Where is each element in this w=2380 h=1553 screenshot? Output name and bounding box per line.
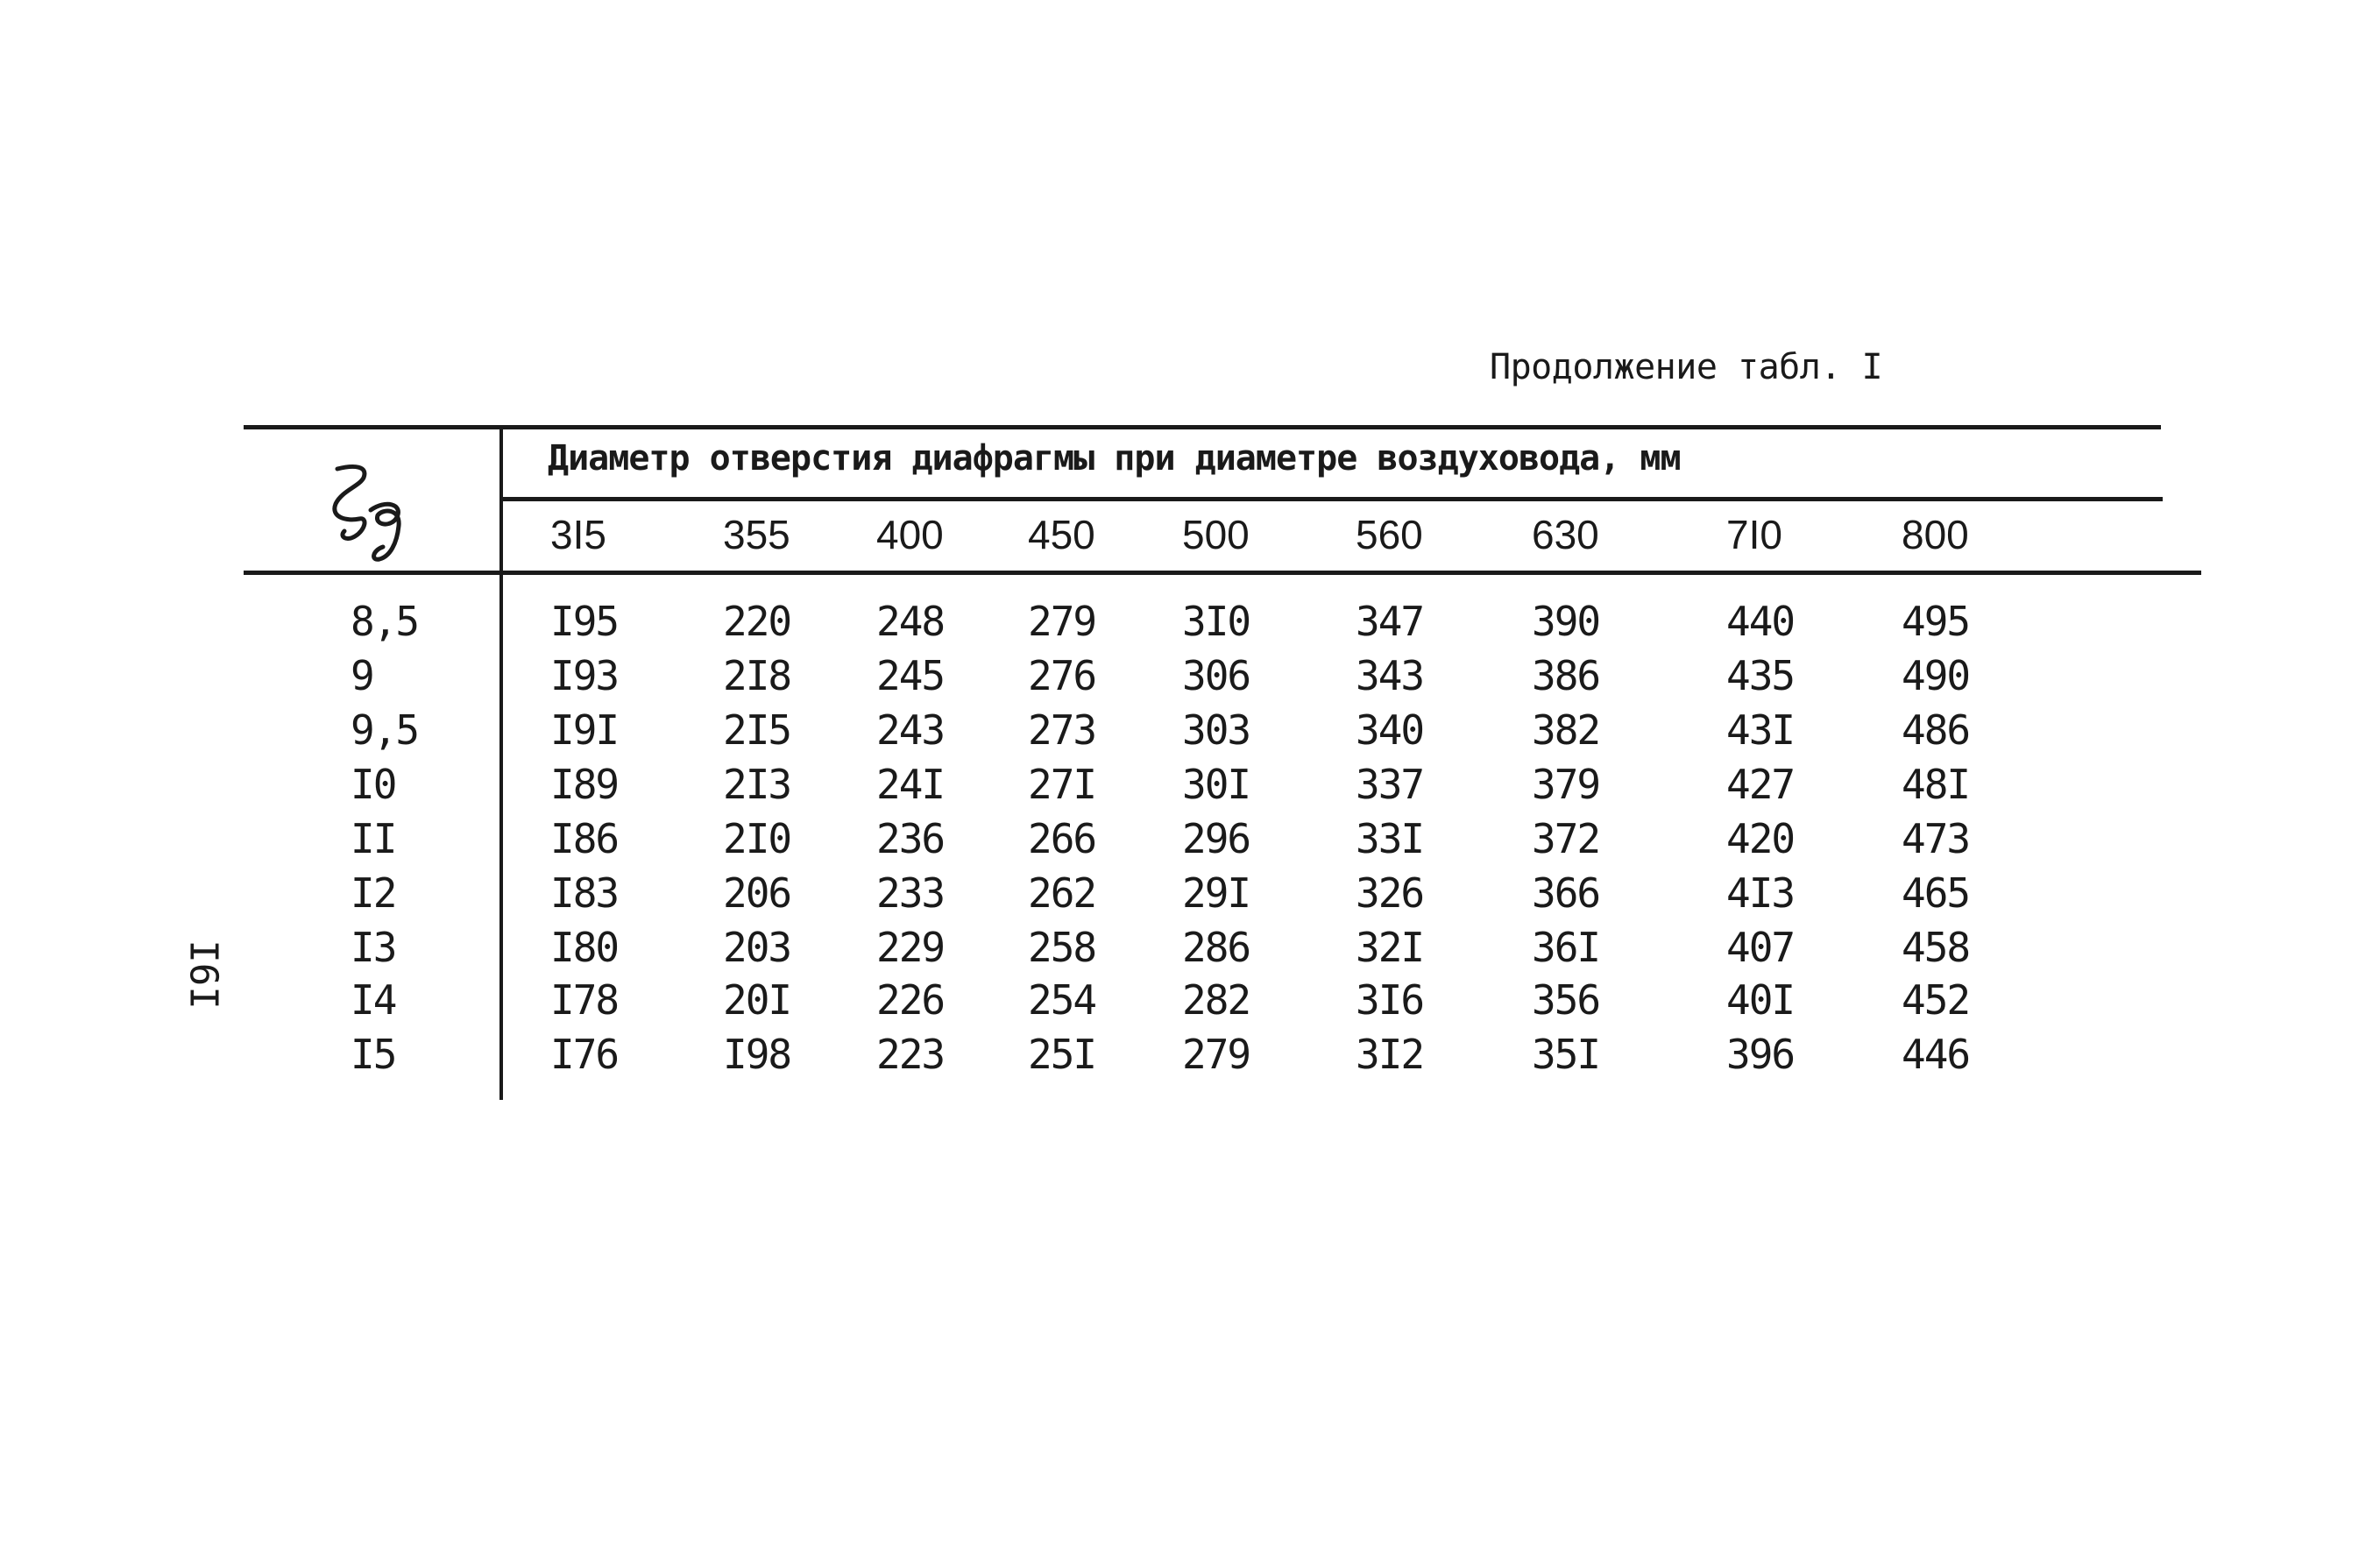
table-cell: I78 xyxy=(550,976,619,1024)
table-cell: 243 xyxy=(876,706,945,754)
table-cell: 427 xyxy=(1726,761,1795,808)
table-cell: 379 xyxy=(1532,761,1600,808)
table-cell: 303 xyxy=(1182,706,1250,754)
table-cell: 273 xyxy=(1028,706,1096,754)
row-label: 8,5 xyxy=(351,598,419,645)
col-head-560: 560 xyxy=(1356,512,1423,557)
table-cell: 458 xyxy=(1902,924,1970,971)
table-cell: 396 xyxy=(1726,1031,1795,1078)
table-cell: 279 xyxy=(1182,1031,1250,1078)
table-cell: 306 xyxy=(1182,652,1250,699)
table-cell: 435 xyxy=(1726,652,1795,699)
table-cell: I98 xyxy=(723,1031,791,1078)
table-cell: I95 xyxy=(550,598,619,645)
col-head-450: 450 xyxy=(1028,512,1095,557)
table-header-title: Диаметр отверстия диафрагмы при диаметре воздуховода, мм xyxy=(548,438,1681,479)
table-cell: 258 xyxy=(1028,924,1096,971)
table-cell: 203 xyxy=(723,924,791,971)
table-cell: 486 xyxy=(1902,706,1970,754)
stub-column-rule xyxy=(499,427,503,1100)
table-cell: 356 xyxy=(1532,976,1600,1024)
zeta-d-icon xyxy=(320,456,416,570)
table-cell: 266 xyxy=(1028,815,1096,862)
table-cell: 343 xyxy=(1356,652,1424,699)
table-cell: 36I xyxy=(1532,924,1600,971)
table-cell: I93 xyxy=(550,652,619,699)
table-cell: 407 xyxy=(1726,924,1795,971)
table-cell: 4I3 xyxy=(1726,869,1795,917)
table-cell: 220 xyxy=(723,598,791,645)
table-cell: 372 xyxy=(1532,815,1600,862)
table-cell: 3I2 xyxy=(1356,1031,1424,1078)
table-cell: 282 xyxy=(1182,976,1250,1024)
table-cell: 2I8 xyxy=(723,652,791,699)
table-cell: 32I xyxy=(1356,924,1424,971)
table-cell: 226 xyxy=(876,976,945,1024)
row-label: 9,5 xyxy=(351,706,419,754)
table-cell: 473 xyxy=(1902,815,1970,862)
table-cell: 25I xyxy=(1028,1031,1096,1078)
table-cell: I89 xyxy=(550,761,619,808)
table-cell: 245 xyxy=(876,652,945,699)
table-cell: 20I xyxy=(723,976,791,1024)
table-cell: 40I xyxy=(1726,976,1795,1024)
table-cell: 2I3 xyxy=(723,761,791,808)
col-head-500: 500 xyxy=(1182,512,1250,557)
table-cell: 490 xyxy=(1902,652,1970,699)
table-cell: 2I0 xyxy=(723,815,791,862)
table-cell: 337 xyxy=(1356,761,1424,808)
row-label: II xyxy=(351,815,396,862)
table-cell: 276 xyxy=(1028,652,1096,699)
table-cell: 390 xyxy=(1532,598,1600,645)
header-divider-rule xyxy=(501,497,2163,501)
table-cell: 347 xyxy=(1356,598,1424,645)
row-label: I2 xyxy=(351,869,396,917)
table-cell: 3I0 xyxy=(1182,598,1250,645)
table-cell: 386 xyxy=(1532,652,1600,699)
table-cell: 206 xyxy=(723,869,791,917)
table-cell: 286 xyxy=(1182,924,1250,971)
table-cell: 3I6 xyxy=(1356,976,1424,1024)
table-top-rule xyxy=(244,425,2161,429)
table-cell: 29I xyxy=(1182,869,1250,917)
page-number: I6I xyxy=(181,940,226,1010)
table-cell: I86 xyxy=(550,815,619,862)
row-label: 9 xyxy=(351,652,373,699)
table-cell: 382 xyxy=(1532,706,1600,754)
table-cell: 495 xyxy=(1902,598,1970,645)
col-head-710: 7I0 xyxy=(1726,512,1782,557)
table-cell: 223 xyxy=(876,1031,945,1078)
table-cell: 465 xyxy=(1902,869,1970,917)
table-cell: 30I xyxy=(1182,761,1250,808)
col-head-400: 400 xyxy=(876,512,944,557)
table-cell: 233 xyxy=(876,869,945,917)
table-cell: 440 xyxy=(1726,598,1795,645)
table-cell: 236 xyxy=(876,815,945,862)
table-cell: 2I5 xyxy=(723,706,791,754)
table-cell: 229 xyxy=(876,924,945,971)
row-label: I3 xyxy=(351,924,396,971)
table-cell: 366 xyxy=(1532,869,1600,917)
table-cell: I80 xyxy=(550,924,619,971)
col-head-800: 800 xyxy=(1902,512,1969,557)
table-cell: 420 xyxy=(1726,815,1795,862)
table-cell: 27I xyxy=(1028,761,1096,808)
table-cell: 48I xyxy=(1902,761,1970,808)
table-cell: 296 xyxy=(1182,815,1250,862)
row-label: I4 xyxy=(351,976,396,1024)
col-head-630: 630 xyxy=(1532,512,1599,557)
table-cell: 340 xyxy=(1356,706,1424,754)
row-label: I0 xyxy=(351,761,396,808)
table-cell: 254 xyxy=(1028,976,1096,1024)
table-cell: I9I xyxy=(550,706,619,754)
table-cell: 33I xyxy=(1356,815,1424,862)
table-cell: 279 xyxy=(1028,598,1096,645)
row-label: I5 xyxy=(351,1031,396,1078)
table-cell: 248 xyxy=(876,598,945,645)
col-head-315: 3I5 xyxy=(550,512,606,557)
table-cell: 24I xyxy=(876,761,945,808)
table-cell: 446 xyxy=(1902,1031,1970,1078)
table-continuation-caption: Продолжение табл. I xyxy=(1490,347,1883,387)
table-cell: 452 xyxy=(1902,976,1970,1024)
table-cell: 262 xyxy=(1028,869,1096,917)
col-head-355: 355 xyxy=(723,512,790,557)
table-cell: I83 xyxy=(550,869,619,917)
table-cell: 326 xyxy=(1356,869,1424,917)
table-cell: I76 xyxy=(550,1031,619,1078)
table-cell: 35I xyxy=(1532,1031,1600,1078)
table-cell: 43I xyxy=(1726,706,1795,754)
header-bottom-rule xyxy=(244,571,2201,575)
